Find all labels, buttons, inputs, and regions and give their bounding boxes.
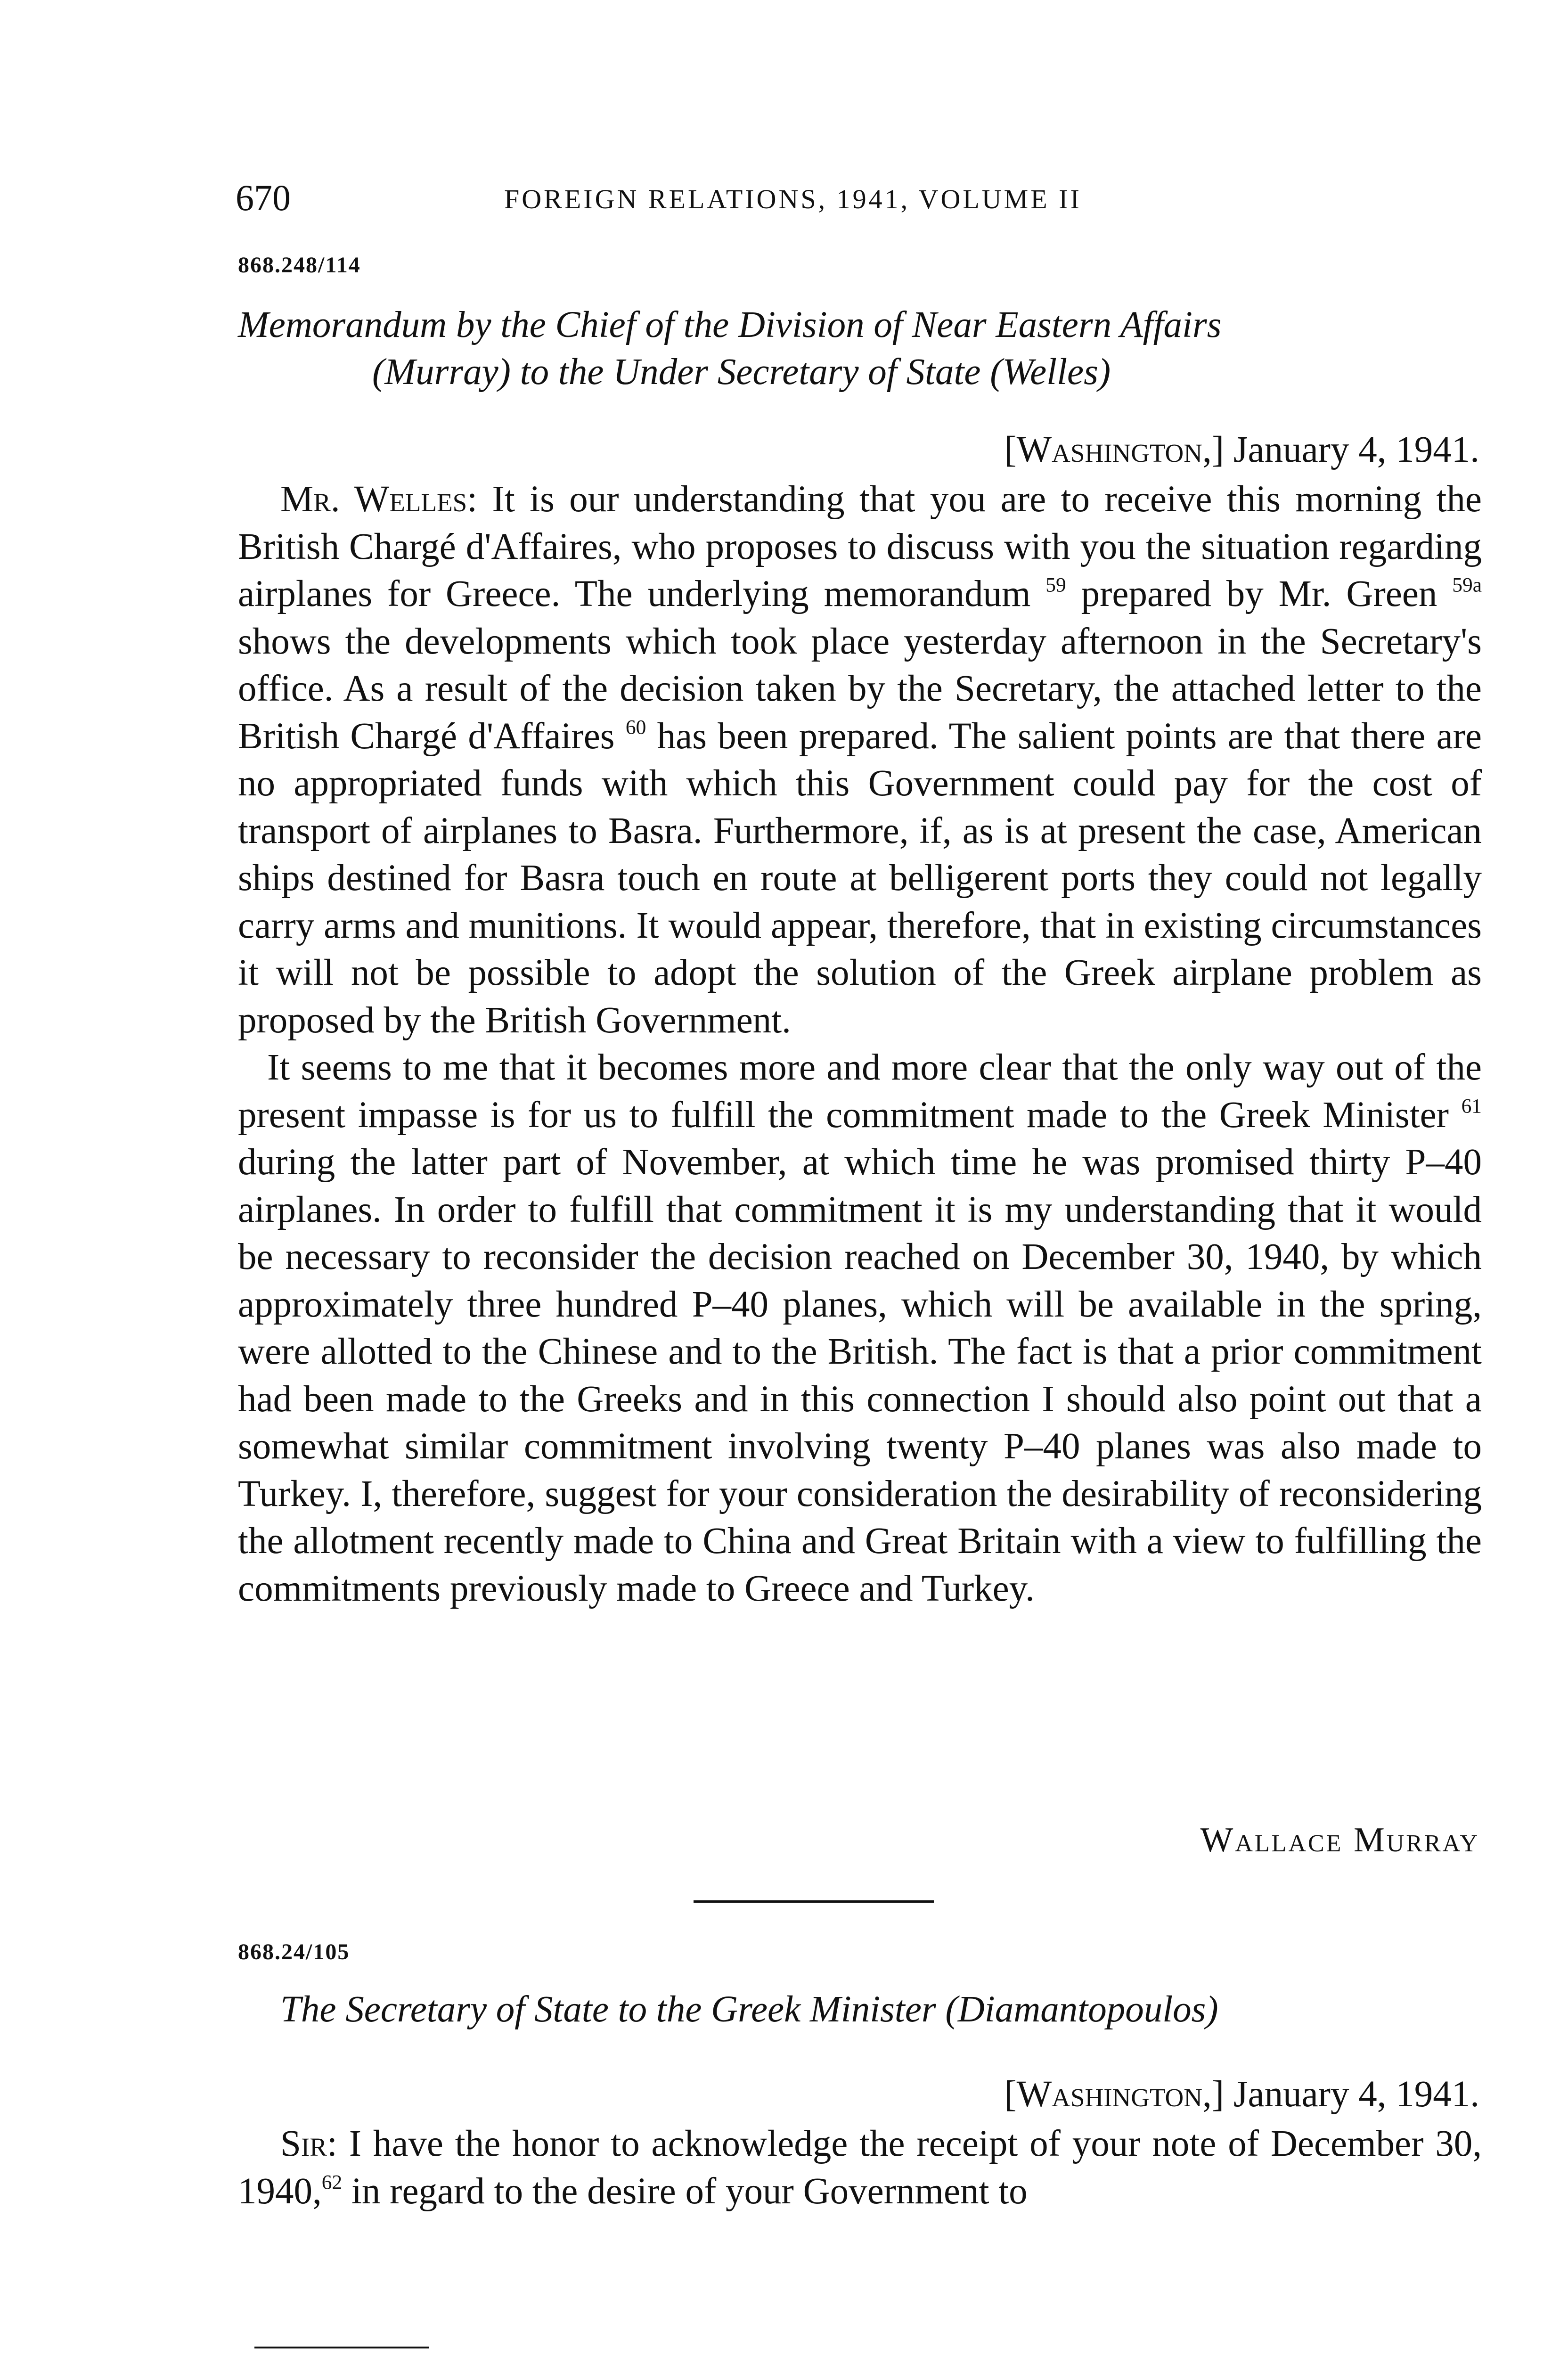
page-number: 670 [236, 177, 291, 218]
doc2-dateline-place: [Washington,] [1004, 2074, 1225, 2115]
footnote-ref-60: 60 [625, 716, 646, 739]
doc1-p1-text-a: It is our understanding that you are to receive this morning the British Chargé d'Affaires, who proposes to discuss with you the situation regarding airplanes for Greece. The underlying memorandum [238, 479, 1482, 614]
doc2-paragraph-1 [238, 2120, 1482, 2215]
doc1-dateline-place: [Washington,] [1004, 429, 1225, 470]
doc1-p2-text-b: during the latter part of November, at which time he was promised thirty P–40 airplanes. In order to fulfill that commitment it is my understanding that it would be necessary to reconsider the decision reached on December 30, 1940, by which approximately three hundred P–40 planes, which will be available in the spring, were allotted to the Chinese and to the British. The fact is that a prior commitment had been made to the Greeks and in this connection I should also point out that a somewhat similar commitment involving twenty P–40 planes was also made to Turkey. I, therefore, suggest for your consideration the desirability of reconsidering the allotment recently made to China and Great Britain with a view to fulfilling the commitments previously made to Greece and Turkey. [238, 1142, 1482, 1609]
doc1-title-line-2: (Murray) to the Under Secretary of State (Welles) [372, 352, 1111, 393]
footnote-ref-62: 62 [321, 2171, 343, 2194]
doc2-file-reference: 868.24/105 [238, 1939, 350, 1964]
doc1-file-reference: 868.248/114 [238, 253, 361, 278]
doc1-salutation: Mr. Welles: [280, 479, 478, 520]
doc2-dateline [1004, 2071, 1479, 2118]
footnote-separator-rule [254, 2347, 429, 2348]
doc1-paragraph-2 [238, 1044, 1482, 1612]
running-head-title: FOREIGN RELATIONS, 1941, VOLUME II [504, 184, 1082, 214]
doc1-title-line-1: Memorandum by the Chief of the Division of Near Eastern Affairs [238, 304, 1222, 345]
doc1-paragraph-1 [238, 476, 1482, 1044]
doc2-title: The Secretary of State to the Greek Minister (Diamantopoulos) [280, 1989, 1218, 2030]
doc1-p1-text-d: has been prepared. The salient points are that there are no appropriated funds with which this Government could pay for the cost of transport of airplanes to Basra. Furthermore, if, as is at present the case, American ships destined for Basra touch en route at belligerent ports they could not legally carry arms and munitions. It would appear, therefore, that in existing circumstances it will not be possible to adopt the solution of the Greek airplane problem as proposed by the British Government. [238, 715, 1482, 1041]
footnote-ref-61: 61 [1461, 1095, 1482, 1118]
doc2-salutation: Sir: [280, 2123, 337, 2164]
doc1-p2-text-a: It seems to me that it becomes more and more clear that the only way out of the present impasse is for us to fulfill the commitment made to the Greek Minister [238, 1047, 1482, 1136]
doc1-dateline [1004, 426, 1479, 474]
doc2-dateline-date: January 4, 1941. [1233, 2074, 1479, 2115]
doc2-p1-text-a: I have the honor to acknowledge the receipt of your note of December 30, 1940, [238, 2123, 1482, 2212]
doc1-signature: Wallace Murray [1200, 1821, 1479, 1859]
doc1-body [238, 476, 1482, 1612]
doc1-p1-text-b: prepared by Mr. Green [1081, 573, 1437, 614]
section-divider-rule [694, 1900, 934, 1903]
doc2-p1-text-b: in regard to the desire of your Government to [351, 2170, 1028, 2212]
doc1-p1-text-c: shows the developments which took place yesterday afternoon in the Secretary's office. As a result of the decision taken by the Secretary, the attached letter to the British Chargé d'Affaires [238, 621, 1482, 757]
doc2-body [238, 2120, 1482, 2215]
footnote-ref-59a: 59a [1452, 573, 1482, 597]
footnote-ref-59: 59 [1045, 573, 1066, 597]
running-head [236, 174, 1475, 221]
doc1-dateline-date: January 4, 1941. [1233, 429, 1479, 470]
